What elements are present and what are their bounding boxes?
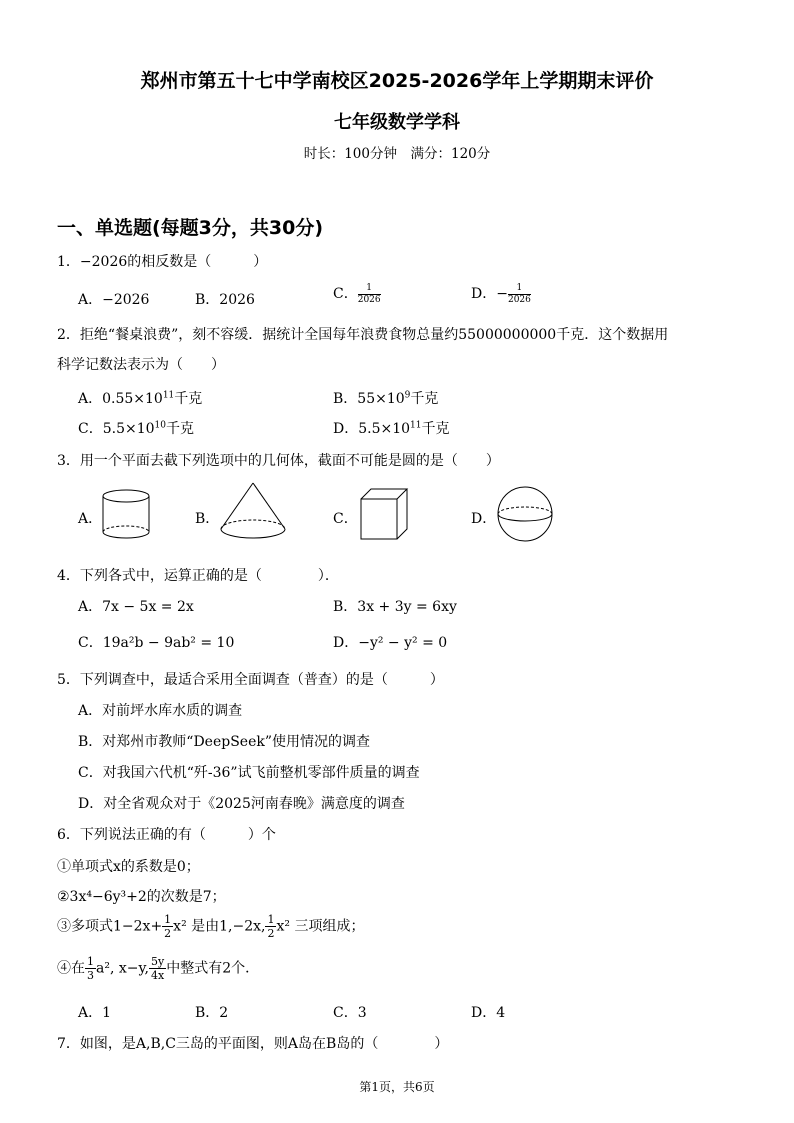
fraction-denominator: 2026 <box>357 294 381 305</box>
q2-a-unit: 千克 <box>174 391 203 407</box>
fraction <box>265 914 276 939</box>
s3-post: x² 三项组成； <box>276 918 365 935</box>
question-7-stem: 7．如图，是A,B,C三岛的平面图，则A岛在B岛的（ ） <box>57 1036 449 1052</box>
fraction-numerator: 1 <box>358 284 381 295</box>
q1-option-b: B．2026 <box>195 292 255 308</box>
fraction-denominator: 2 <box>164 927 172 940</box>
q6-statement-2: ②3x⁴−6y³+2的次数是7； <box>57 889 226 905</box>
fraction <box>149 956 166 981</box>
q1-option-c <box>333 283 381 305</box>
question-2-line2: 科学记数法表示为（ ） <box>57 357 225 373</box>
q2-option-a <box>78 388 202 408</box>
q4-option-a: A．7x − 5x = 2x <box>78 599 194 615</box>
fraction <box>85 956 96 981</box>
sphere-figure <box>496 484 554 544</box>
fraction <box>162 914 173 939</box>
q6-option-a: A．1 <box>78 1005 112 1021</box>
cube-figure <box>358 487 410 543</box>
fraction-denominator: 2 <box>267 927 275 940</box>
q1-option-c-label: C． <box>333 286 358 302</box>
exam-subtitle: 七年级数学学科 <box>334 112 460 133</box>
q5-option-b: B．对郑州市教师“DeepSeek”使用情况的调查 <box>78 734 371 750</box>
q4-option-b: B．3x + 3y = 6xy <box>333 599 457 615</box>
q2-b-exp: 9 <box>404 390 411 401</box>
q2-d-base: D．5.5×10 <box>333 421 411 437</box>
section-title: 一、单选题(每题3分，共30分) <box>57 217 324 239</box>
cone-figure <box>218 481 288 543</box>
s4-pre: ④在 <box>57 960 85 977</box>
question-5-stem: 5．下列调查中，最适合采用全面调查（普查）的是（ ） <box>57 672 444 688</box>
page-footer: 第1页，共6页 <box>359 1080 435 1094</box>
q6-statement-1: ①单项式x的系数是0； <box>57 859 200 875</box>
fraction-denominator: 4x <box>151 969 165 982</box>
q2-option-d <box>333 418 450 438</box>
q2-option-b <box>333 388 438 408</box>
fraction-denominator: 3 <box>87 969 94 982</box>
question-2-line1: 2．拒绝“餐桌浪费”，刻不容缓．据统计全国每年浪费食物总量约55000000000千克．这个数据用 <box>57 327 669 343</box>
question-6-stem: 6．下列说法正确的有（ ）个 <box>57 827 276 843</box>
fraction-numerator: 1 <box>164 913 172 926</box>
question-3-stem: 3．用一个平面去截下列选项中的几何体，截面不可能是圆的是（ ） <box>57 453 500 469</box>
q6-statement-4 <box>57 956 259 981</box>
q5-option-c: C．对我国六代机“歼-36”试飞前整机零部件质量的调查 <box>78 765 420 781</box>
q4-option-c: C．19a²b − 9ab² = 10 <box>78 635 235 651</box>
s4-post: 中整式有2个． <box>166 960 260 977</box>
question-1-stem: 1．−2026的相反数是（ ） <box>57 254 268 270</box>
exam-meta: 时长：100分钟 满分：120分 <box>303 146 491 162</box>
q6-option-d: D．4 <box>471 1005 506 1021</box>
fraction-numerator: 1 <box>267 913 275 926</box>
exam-title: 郑州市第五十七中学南校区2025-2026学年上学期期末评价 <box>140 70 654 92</box>
q5-option-d: D．对全省观众对于《2025河南春晚》满意度的调查 <box>78 796 405 812</box>
fraction-numerator: 1 <box>87 955 94 968</box>
q6-option-c: C．3 <box>333 1005 367 1021</box>
q2-b-base: B．55×10 <box>333 391 405 407</box>
q2-c-unit: 千克 <box>165 421 194 437</box>
cylinder-figure <box>100 487 156 543</box>
fraction-numerator: 1 <box>508 284 531 295</box>
fraction <box>508 284 531 305</box>
q5-option-a: A．对前坪水库水质的调查 <box>78 703 243 719</box>
q2-a-base: A．0.55×10 <box>78 391 163 407</box>
q2-d-unit: 千克 <box>421 421 450 437</box>
question-4-stem: 4．下列各式中，运算正确的是（ ）． <box>57 568 339 584</box>
s3-mid: x² 是由1,−2x, <box>173 918 266 935</box>
q3-option-d: D． <box>471 511 497 527</box>
q3-option-c: C． <box>333 511 358 527</box>
q6-statement-3 <box>57 914 364 939</box>
s3-pre: ③多项式1−2x+ <box>57 918 163 935</box>
q2-option-c <box>78 418 194 438</box>
q2-d-exp: 11 <box>410 420 422 431</box>
q2-a-exp: 11 <box>162 390 175 401</box>
q1-option-d <box>471 283 531 305</box>
s4-mid: a², x−y, <box>96 960 149 977</box>
q2-b-unit: 千克 <box>410 391 439 407</box>
fraction-denominator: 2026 <box>507 294 531 305</box>
q6-option-b: B．2 <box>195 1005 229 1021</box>
q4-option-d: D．−y² − y² = 0 <box>333 635 448 651</box>
q2-c-base: C．5.5×10 <box>78 421 155 437</box>
fraction <box>358 284 381 305</box>
q2-c-exp: 10 <box>154 420 166 431</box>
q1-option-d-label: D．− <box>471 286 508 302</box>
q3-option-a: A． <box>78 511 103 527</box>
q1-option-a: A．−2026 <box>78 292 150 308</box>
q3-option-b: B． <box>195 511 220 527</box>
fraction-numerator: 5y <box>151 955 165 968</box>
